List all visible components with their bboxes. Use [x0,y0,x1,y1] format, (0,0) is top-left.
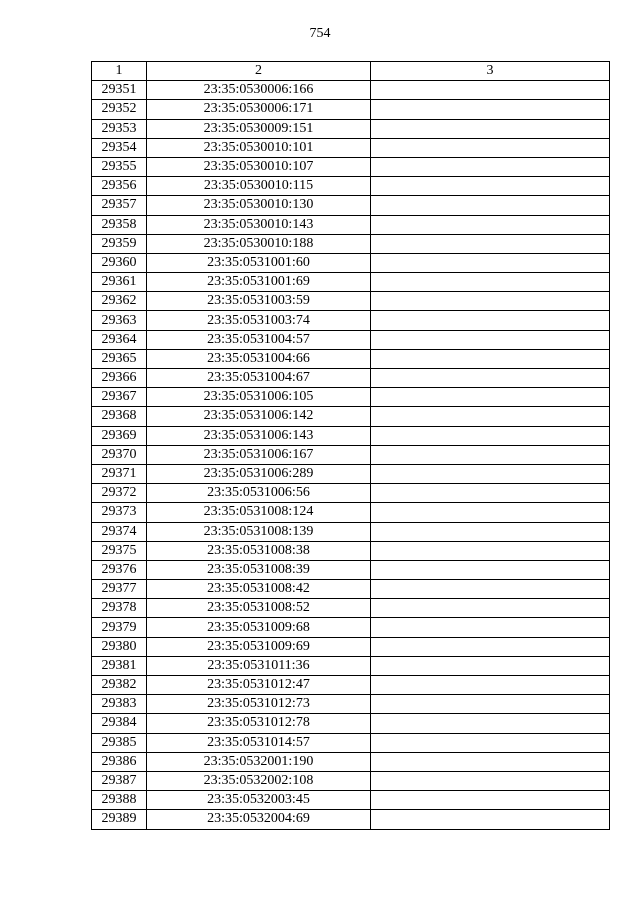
cadastral-number-cell: 23:35:0530006:166 [147,81,371,100]
cadastral-number-cell: 23:35:0531009:69 [147,637,371,656]
note-cell [371,810,610,829]
table-row [92,273,610,292]
row-number-cell: 29360 [92,253,147,272]
row-number-cell: 29388 [92,791,147,810]
page-number: 754 [309,26,331,41]
table-row [92,253,610,272]
note-cell [371,407,610,426]
table-row [92,349,610,368]
cadastral-number-cell: 23:35:0530010:143 [147,215,371,234]
cadastral-number-cell: 23:35:0530010:107 [147,157,371,176]
note-cell [371,580,610,599]
note-cell [371,771,610,790]
row-number-cell: 29351 [92,81,147,100]
note-cell [371,234,610,253]
row-number-cell: 29389 [92,810,147,829]
row-number-cell: 29370 [92,445,147,464]
cadastral-number-cell: 23:35:0531006:56 [147,484,371,503]
cadastral-number-cell: 23:35:0531006:142 [147,407,371,426]
row-number-cell: 29353 [92,119,147,138]
note-cell [371,196,610,215]
table-row [92,177,610,196]
row-number-cell: 29387 [92,771,147,790]
note-cell [371,618,610,637]
table-row [92,580,610,599]
note-cell [371,695,610,714]
note-cell [371,100,610,119]
row-number-cell: 29356 [92,177,147,196]
note-cell [371,599,610,618]
row-number-cell: 29373 [92,503,147,522]
note-cell [371,330,610,349]
note-cell [371,541,610,560]
row-number-cell: 29368 [92,407,147,426]
note-cell [371,253,610,272]
cadastral-number-cell: 23:35:0530010:101 [147,138,371,157]
cadastral-number-cell: 23:35:0531004:67 [147,369,371,388]
cadastral-number-cell: 23:35:0530010:188 [147,234,371,253]
table-row [92,234,610,253]
row-number-cell: 29363 [92,311,147,330]
note-cell [371,273,610,292]
note-cell [371,119,610,138]
note-cell [371,560,610,579]
note-cell [371,733,610,752]
cadastral-number-cell: 23:35:0531008:39 [147,560,371,579]
row-number-cell: 29377 [92,580,147,599]
cadastral-number-cell: 23:35:0531004:66 [147,349,371,368]
note-cell [371,791,610,810]
table-row [92,119,610,138]
cadastral-number-cell: 23:35:0530010:115 [147,177,371,196]
row-number-cell: 29367 [92,388,147,407]
note-cell [371,656,610,675]
table-body [92,81,610,829]
row-number-cell: 29381 [92,656,147,675]
cadastral-number-cell: 23:35:0531006:289 [147,464,371,483]
cadastral-number-cell: 23:35:0531012:78 [147,714,371,733]
row-number-cell: 29382 [92,676,147,695]
note-cell [371,138,610,157]
note-cell [371,157,610,176]
table-row [92,330,610,349]
table-row [92,522,610,541]
row-number-cell: 29355 [92,157,147,176]
cadastral-number-cell: 23:35:0531009:68 [147,618,371,637]
note-cell [371,503,610,522]
cadastral-number-cell: 23:35:0531001:60 [147,253,371,272]
note-cell [371,464,610,483]
note-cell [371,388,610,407]
table-row [92,311,610,330]
cadastral-number-cell: 23:35:0531006:167 [147,445,371,464]
cadastral-number-cell: 23:35:0531006:105 [147,388,371,407]
cadastral-number-cell: 23:35:0531003:59 [147,292,371,311]
table-row [92,81,610,100]
table-header [92,62,610,81]
row-number-cell: 29362 [92,292,147,311]
row-number-cell: 29358 [92,215,147,234]
row-number-cell: 29376 [92,560,147,579]
table-row [92,445,610,464]
note-cell [371,522,610,541]
table-row [92,637,610,656]
note-cell [371,177,610,196]
cadastral-number-cell: 23:35:0531008:139 [147,522,371,541]
note-cell [371,445,610,464]
cadastral-number-cell: 23:35:0530006:171 [147,100,371,119]
column-header-2: 2 [147,62,371,81]
cadastral-number-cell: 23:35:0531014:57 [147,733,371,752]
table-row [92,292,610,311]
table-row [92,138,610,157]
cadastral-number-cell: 23:35:0531012:73 [147,695,371,714]
table-row [92,503,610,522]
table-row [92,196,610,215]
table-row [92,426,610,445]
note-cell [371,292,610,311]
row-number-cell: 29359 [92,234,147,253]
note-cell [371,81,610,100]
column-header-3: 3 [371,62,610,81]
cadastral-number-cell: 23:35:0531008:124 [147,503,371,522]
table-row [92,771,610,790]
table-row [92,560,610,579]
row-number-cell: 29380 [92,637,147,656]
note-cell [371,714,610,733]
registry-table [91,61,610,830]
note-cell [371,426,610,445]
row-number-cell: 29364 [92,330,147,349]
header-row [92,62,610,81]
table-row [92,464,610,483]
cadastral-number-cell: 23:35:0532002:108 [147,771,371,790]
table-row [92,791,610,810]
table-row [92,733,610,752]
row-number-cell: 29378 [92,599,147,618]
table-row [92,810,610,829]
row-number-cell: 29379 [92,618,147,637]
row-number-cell: 29384 [92,714,147,733]
note-cell [371,484,610,503]
row-number-cell: 29372 [92,484,147,503]
cadastral-number-cell: 23:35:0531008:42 [147,580,371,599]
table-row [92,484,610,503]
table-row [92,369,610,388]
row-number-cell: 29361 [92,273,147,292]
cadastral-number-cell: 23:35:0531008:38 [147,541,371,560]
table-row [92,407,610,426]
row-number-cell: 29357 [92,196,147,215]
row-number-cell: 29383 [92,695,147,714]
cadastral-number-cell: 23:35:0531011:36 [147,656,371,675]
row-number-cell: 29352 [92,100,147,119]
note-cell [371,311,610,330]
table-row [92,695,610,714]
note-cell [371,752,610,771]
cadastral-number-cell: 23:35:0531006:143 [147,426,371,445]
row-number-cell: 29375 [92,541,147,560]
table-row [92,656,610,675]
table-row [92,157,610,176]
table-row [92,100,610,119]
table-row [92,752,610,771]
table-row [92,599,610,618]
note-cell [371,676,610,695]
table-row [92,618,610,637]
cadastral-number-cell: 23:35:0531004:57 [147,330,371,349]
note-cell [371,369,610,388]
row-number-cell: 29385 [92,733,147,752]
row-number-cell: 29386 [92,752,147,771]
note-cell [371,215,610,234]
row-number-cell: 29374 [92,522,147,541]
cadastral-number-cell: 23:35:0530009:151 [147,119,371,138]
note-cell [371,349,610,368]
table-row [92,388,610,407]
row-number-cell: 29354 [92,138,147,157]
row-number-cell: 29371 [92,464,147,483]
table-row [92,215,610,234]
cadastral-number-cell: 23:35:0531003:74 [147,311,371,330]
cadastral-number-cell: 23:35:0532001:190 [147,752,371,771]
cadastral-number-cell: 23:35:0531008:52 [147,599,371,618]
row-number-cell: 29365 [92,349,147,368]
row-number-cell: 29366 [92,369,147,388]
column-header-1: 1 [92,62,147,81]
cadastral-number-cell: 23:35:0531012:47 [147,676,371,695]
table-row [92,714,610,733]
note-cell [371,637,610,656]
table-row [92,541,610,560]
row-number-cell: 29369 [92,426,147,445]
cadastral-number-cell: 23:35:0532003:45 [147,791,371,810]
cadastral-number-cell: 23:35:0532004:69 [147,810,371,829]
cadastral-number-cell: 23:35:0530010:130 [147,196,371,215]
cadastral-number-cell: 23:35:0531001:69 [147,273,371,292]
table-row [92,676,610,695]
